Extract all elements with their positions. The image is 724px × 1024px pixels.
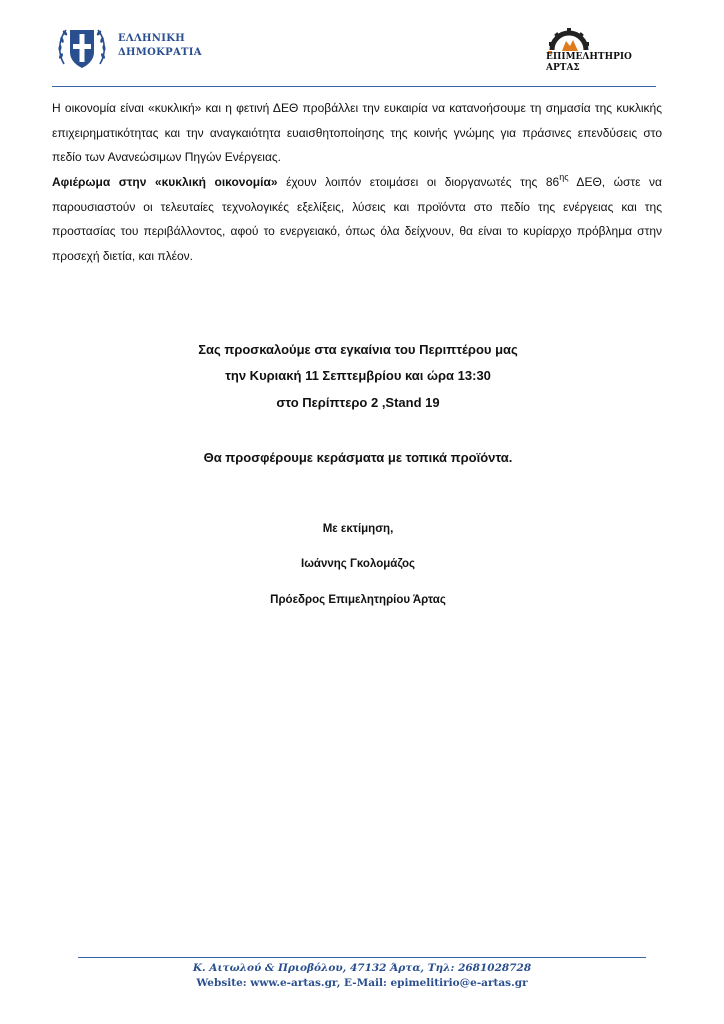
paragraph-circular-economy: Η οικονομία είναι «κυκλική» και η φετινή ΔΕΘ προβάλλει την ευκαιρία να κατανοήσουμε τη σημασία της κυκλικής επιχειρηματικότητας και την αναγκαιότητα ευαισθητοποίησης της κοινής γνώμης για πράσινες επενδύσεις στο πεδίο των Ανανεώσιμων Πηγών Ενέργειας. — [52, 101, 662, 164]
paragraph-tribute-bold: Αφιέρωμα στην «κυκλική οικονομία» — [52, 175, 278, 189]
signature-title: Πρόεδρος Επιμελητηρίου Άρτας — [270, 594, 446, 606]
invitation-line3: στο Περίπτερο 2 ,Stand 19 — [276, 395, 440, 410]
chamber-label-line1: ΕΠΙΜΕΛΗΤΗΡΙΟ — [546, 52, 632, 62]
paragraph-tribute-text-b: ΔΕΘ, ώστε να παρουσιαστούν οι τελευταίες τεχνολογικές εξελίξεις, λύσεις και προϊόντα στο πεδίο της ενέργειας και της προστασίας του περιβάλλοντος, αφού το ενεργειακό, όπως όλα δείχνουν, θα είναι το κυρίαρχο πρόβλημα στην προσεχή διετία, και πλέον. — [52, 175, 662, 263]
invitation-line1: Σας προσκαλούμε στα εγκαίνια του Περιπτέρου μας — [198, 342, 518, 357]
chamber-label-line2: ΑΡΤΑΣ — [546, 63, 580, 73]
footer-contact: Website: www.e-artas.gr, E-Mail: epimelitirio@e-artas.gr — [196, 977, 528, 989]
paragraph-tribute-text-a: έχουν λοιπόν ετοιμάσει οι διοργανωτές της 86 — [277, 175, 560, 189]
signature-closing: Με εκτίμηση, — [322, 523, 394, 535]
paragraph-tribute-superscript: ης — [559, 172, 569, 182]
greek-coat-of-arms-icon — [54, 20, 110, 76]
footer-divider — [78, 957, 646, 958]
signature-name: Ιωάννης Γκολομάζος — [301, 558, 415, 570]
republic-label-line2: ΔΗΜΟΚΡΑΤΙΑ — [118, 47, 202, 58]
paragraph-tribute — [52, 170, 662, 268]
invitation-line2: την Κυριακή 11 Σεπτεμβρίου και ώρα 13:30 — [225, 368, 491, 383]
republic-label-line1: ΕΛΛΗΝΙΚΗ — [118, 33, 185, 44]
invitation-offer: Θα προσφέρουμε κεράσματα με τοπικά προϊόντα. — [203, 450, 513, 465]
header-divider — [52, 86, 656, 87]
footer-address: Κ. Αιτωλού & Πριοβόλου, 47132 Άρτα, Τηλ: 2681028728 — [192, 962, 532, 974]
